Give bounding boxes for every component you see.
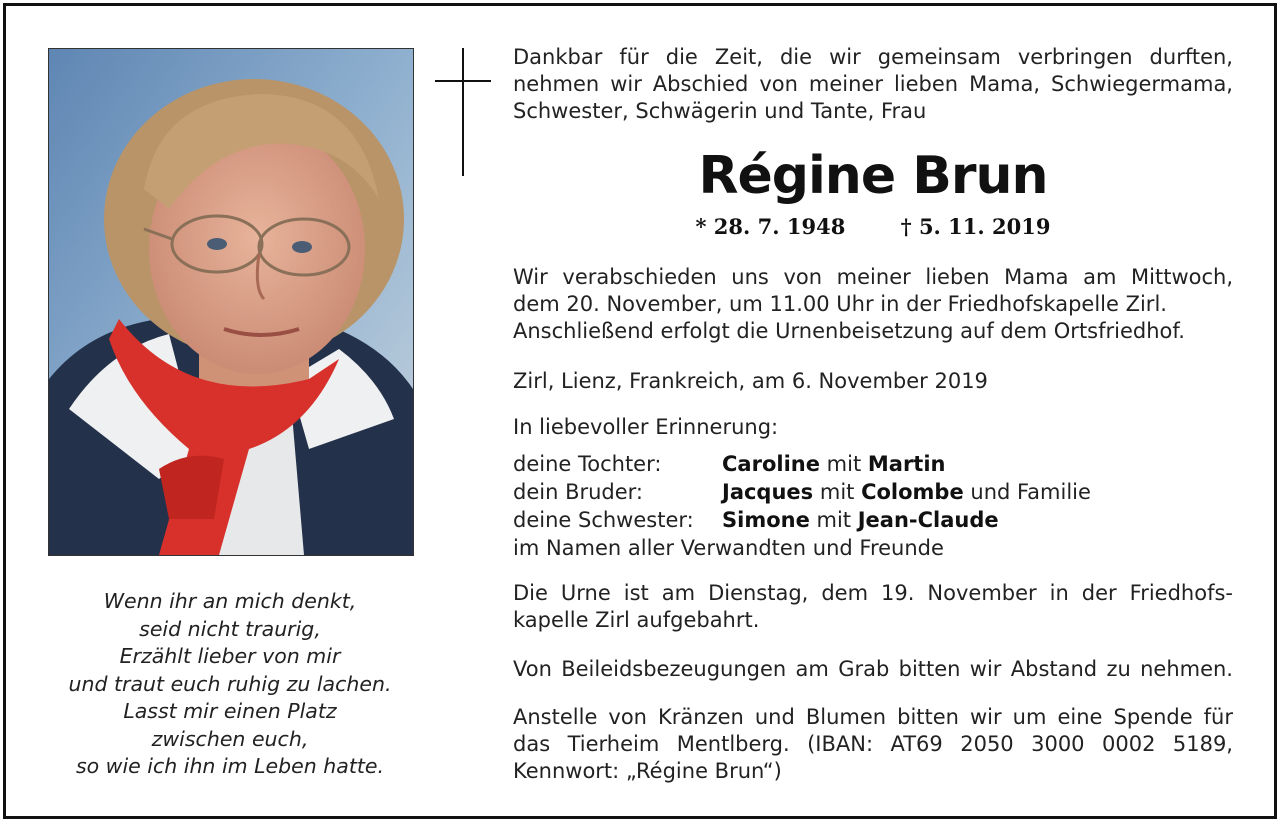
urn-line: kapelle Zirl aufgebahrt. xyxy=(513,608,760,632)
intro-line: Schwester, Schwägerin und Tante, Frau xyxy=(513,99,927,123)
family-names xyxy=(722,478,1091,506)
memory-heading xyxy=(513,414,1233,441)
portrait-photo xyxy=(48,48,414,556)
donation-line: das Tierheim Mentlberg. (IBAN: AT69 2050 3000 0002 5189, xyxy=(513,732,1233,756)
ceremony-line: Wir verabschieden uns von meiner lieben Mama am Mittwoch, xyxy=(513,265,1233,289)
poem-line: zwischen euch, xyxy=(151,726,309,751)
family-suffix: und Familie xyxy=(970,480,1091,504)
family-joiner: mit xyxy=(816,508,852,532)
death-date: † 5. 11. 2019 xyxy=(900,214,1051,239)
family-joiner: mit xyxy=(819,480,855,504)
cross-icon xyxy=(435,48,491,176)
ceremony-text xyxy=(513,264,1233,345)
donation-line: Kennwort: „Régine Brun“) xyxy=(513,759,782,783)
family-row xyxy=(513,478,1233,506)
condolences-line: Von Beileidsbezeugungen am Grab bitten wir Abstand zu nehmen. xyxy=(513,657,1233,681)
urn-line: Die Urne ist am Dienstag, dem 19. November in der Friedhofs- xyxy=(513,581,1233,605)
family-name: Jean-Claude xyxy=(857,508,999,532)
family-relation: deine Tochter: xyxy=(513,452,662,476)
family-name: Colombe xyxy=(861,480,964,504)
poem-line: so wie ich ihn im Leben hatte. xyxy=(75,754,385,778)
birth-date: * 28. 7. 1948 xyxy=(695,214,846,239)
ceremony-line: dem 20. November, um 11.00 Uhr in der Friedhofskapelle Zirl. xyxy=(513,292,1167,316)
urn-text xyxy=(513,580,1233,634)
donation-text xyxy=(513,704,1233,785)
family-closing: im Namen aller Verwandten und Freunde xyxy=(513,536,944,560)
family-row xyxy=(513,450,1233,478)
life-dates xyxy=(513,214,1233,239)
intro-line: nehmen wir Abschied von meiner lieben Mama, Schwiegermama, xyxy=(513,72,1233,96)
obituary-notice xyxy=(3,3,1277,819)
family-name: Martin xyxy=(867,452,946,476)
family-names xyxy=(722,450,946,478)
family-row xyxy=(513,506,1233,534)
poem-line: und traut euch ruhig zu lachen. xyxy=(68,671,392,696)
family-relation: dein Bruder: xyxy=(513,480,644,504)
family-name: Simone xyxy=(722,508,810,532)
ceremony-line: Anschließend erfolgt die Urnenbeisetzung auf dem Ortsfriedhof. xyxy=(513,319,1185,343)
memory-heading-text: In liebevoller Erinnerung: xyxy=(513,415,779,439)
family-joiner: mit xyxy=(826,452,862,476)
place-date xyxy=(513,368,1233,395)
poem-line: Erzählt lieber von mir xyxy=(119,644,341,668)
portrait-image xyxy=(49,49,413,555)
deceased-name: Régine Brun xyxy=(698,146,1048,206)
family-relation: deine Schwester: xyxy=(513,508,694,532)
poem-line: seid nicht traurig, xyxy=(139,616,321,641)
family-name: Caroline xyxy=(722,452,820,476)
place-date-text: Zirl, Lienz, Frankreich, am 6. November 2019 xyxy=(513,369,988,393)
poem-line: Lasst mir einen Platz xyxy=(123,699,337,723)
donation-line: Anstelle von Kränzen und Blumen bitten wir um eine Spende für xyxy=(513,705,1233,729)
condolences-text xyxy=(513,656,1233,683)
intro-line: Dankbar für die Zeit, die wir gemeinsam verbringen durften, xyxy=(513,45,1233,69)
family-list xyxy=(513,450,1233,562)
poem xyxy=(48,588,412,781)
family-names xyxy=(722,506,999,534)
family-name: Jacques xyxy=(722,480,814,504)
intro-text xyxy=(513,44,1233,125)
poem-line: Wenn ihr an mich denkt, xyxy=(103,589,357,613)
